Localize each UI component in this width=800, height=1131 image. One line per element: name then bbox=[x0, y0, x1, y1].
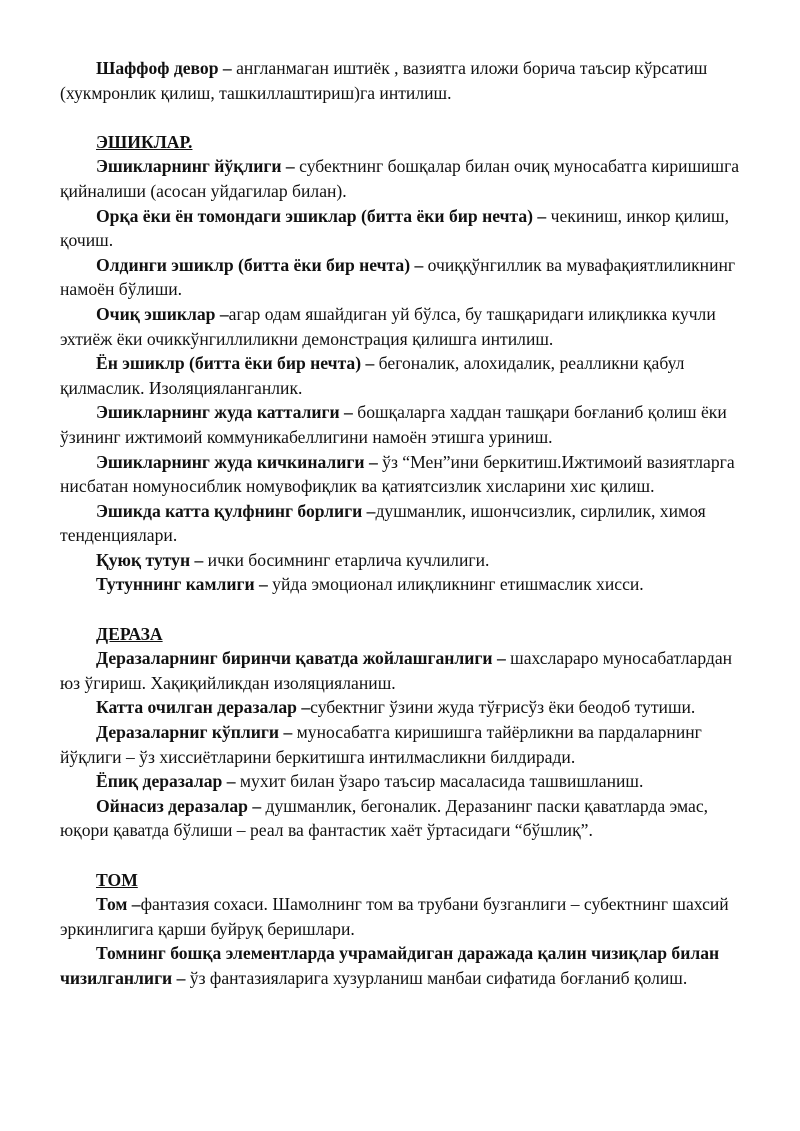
definition: ўз “Мен”ини беркитиш.Ижтимоий вазиятларга нисбатан номуносиблик номувофиқлик ва қатиятсизлик хисларини хис қилиш. bbox=[60, 451, 735, 497]
term: Деразаларнинг биринчи қаватда жойлашганлиги – bbox=[96, 648, 506, 669]
definition: фантазия сохаси. Шамолнинг том ва трубани бузганлиги – субектнинг шахсий эркинлигига қарши буйруқ беришлари. bbox=[60, 894, 729, 939]
definition: шахсларaро муносабатлардан юз ўгириш. Хақиқийликдан изоляцияланиш. bbox=[60, 648, 733, 693]
term: Деразаларниг кўплиги – bbox=[96, 722, 293, 743]
term: Ойнасиз деразалар – bbox=[96, 795, 262, 816]
paragraph bbox=[60, 351, 750, 400]
definition: уйда эмоционал илиқликнинг етишмаслик хисси. bbox=[267, 574, 644, 595]
definition: мухит билан ўзаро таъсир масаласида ташвишланиш. bbox=[235, 771, 644, 792]
definition: душманлик, ишончсизлик, сирлилик, химоя тенденциялари. bbox=[60, 500, 706, 546]
term: Қуюқ тутун – bbox=[96, 549, 204, 570]
term: Ён эшиклр (битта ёки бир нечта) – bbox=[96, 353, 375, 374]
paragraph bbox=[60, 400, 750, 449]
section-heading-roof: ТОМ bbox=[96, 869, 138, 890]
definition: ички босимнинг етарлича кучлилиги. bbox=[203, 549, 490, 570]
definition: чекиниш, инкор қилиш, қочиш. bbox=[60, 205, 729, 251]
paragraph bbox=[60, 499, 750, 548]
definition: субектниг ўзини жуда тўғрисўз ёки беодоб тутиши. bbox=[310, 697, 696, 718]
term: Эшикда катта қулфнинг борлиги – bbox=[96, 500, 376, 521]
paragraph bbox=[60, 646, 750, 695]
paragraph bbox=[60, 450, 750, 499]
paragraph bbox=[60, 204, 750, 253]
definition: бегоналик, алохидалик, реалликни қабул қилмаслик. Изоляцияланганлик. bbox=[60, 353, 685, 398]
paragraph bbox=[60, 253, 750, 302]
definition: субектнинг бошқалар билан очиқ муносабатга киришишга қийналиши (асосан уйдагилар билан). bbox=[60, 156, 740, 201]
term: Том – bbox=[96, 894, 141, 915]
term: Томнинг бошқа элементларда учрамайдиган даражада қалин чизиқлар билан чизилганлиги – bbox=[60, 943, 720, 988]
term: Эшикларнинг жуда катталиги – bbox=[96, 402, 353, 423]
paragraph bbox=[60, 695, 750, 720]
term: Эшикларнинг йўқлиги – bbox=[96, 156, 295, 177]
paragraph bbox=[60, 941, 750, 990]
term: Катта очилган деразалар – bbox=[96, 697, 311, 718]
definition: душманлик, бегоналик. Деразанинг паски қаватларда эмас, юқори қаватда бўлиши – реал ва фантастик хаёт ўртасидаги “бўшлиқ”. bbox=[60, 795, 709, 841]
paragraph bbox=[60, 154, 750, 203]
paragraph bbox=[60, 56, 750, 105]
term: Ёпиқ деразалар – bbox=[96, 771, 236, 792]
definition: очиққўнгиллик ва мувафақиятлиликнинг намоён бўлиши. bbox=[60, 254, 736, 300]
section-heading-window: ДЕРАЗА bbox=[96, 623, 163, 644]
definition: агар одам яшайдиган уй бўлса, бу ташқаридаги илиқликка кучли эхтиёж ёки очиккўнгиллиликни демонстрация қилишга интилиш. bbox=[60, 303, 716, 349]
paragraph bbox=[60, 720, 750, 769]
section-heading-doors: ЭШИКЛАР. bbox=[96, 131, 193, 152]
paragraph bbox=[60, 794, 750, 843]
definition: англанмаган иштиёк , вазиятга иложи борича таъсир кўрсатиш (хукмронлик қилиш, ташкиллаштириш)га интилиш. bbox=[60, 58, 708, 103]
definition: ўз фантазияларига хузурланиш манбаи сифатида боғланиб қолиш. bbox=[185, 967, 688, 988]
paragraph bbox=[60, 572, 750, 597]
term: Орқа ёки ён томондаги эшиклар (битта ёки бир нечта) – bbox=[96, 205, 547, 226]
paragraph bbox=[60, 302, 750, 351]
paragraph bbox=[60, 548, 750, 573]
term: Эшикларнинг жуда кичкиналиги – bbox=[96, 451, 378, 472]
document-page bbox=[60, 56, 750, 991]
term: Очиқ эшиклар – bbox=[96, 303, 229, 324]
paragraph bbox=[60, 892, 750, 941]
term: Тутуннинг камлиги – bbox=[96, 574, 268, 595]
definition: бошқаларга хаддан ташқари боғланиб қолиш ёки ўзининг ижтимоий коммуникабеллигини намоён этишга уриниш. bbox=[60, 402, 727, 447]
definition: муносабатга киришишга тайёрликни ва пардаларнинг йўқлиги – ўз хиссиётларини беркитишга интилмасликни билдиради. bbox=[60, 722, 702, 767]
term: Шаффоф девор – bbox=[96, 58, 232, 78]
term: Олдинги эшиклр (битта ёки бир нечта) – bbox=[96, 254, 424, 275]
paragraph bbox=[60, 769, 750, 794]
